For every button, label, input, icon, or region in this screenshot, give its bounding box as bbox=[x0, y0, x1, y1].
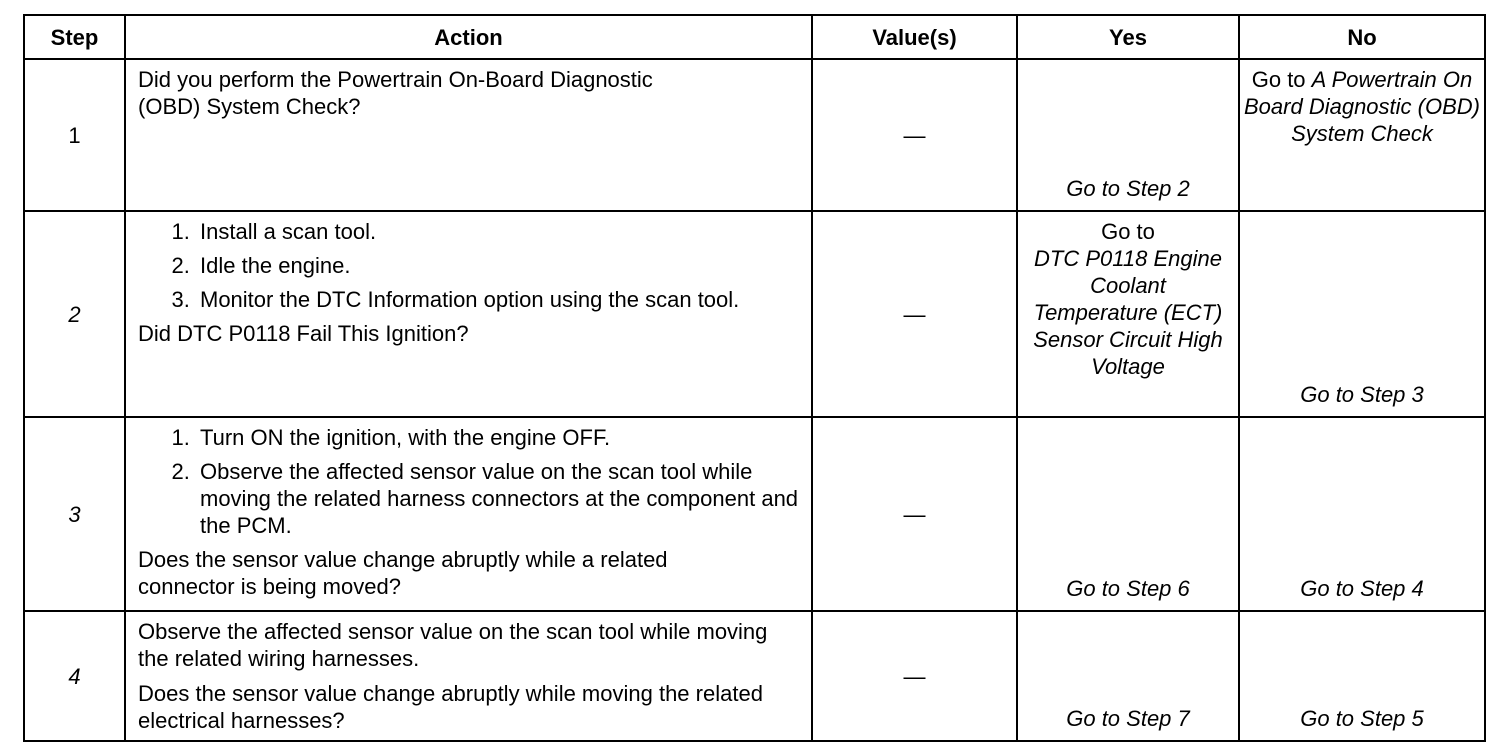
header-values: Value(s) bbox=[812, 15, 1017, 59]
yes-cell: Go to Step 6 bbox=[1017, 417, 1239, 611]
header-action: Action bbox=[125, 15, 812, 59]
yes-cell: Go to Step 7 bbox=[1017, 611, 1239, 741]
no-link-text: A Powertrain On Board Diagnostic (OBD) System Check bbox=[1244, 67, 1480, 146]
no-prefix: Go to bbox=[1251, 67, 1312, 92]
no-cell: Go to Step 3 bbox=[1239, 211, 1485, 417]
header-no: No bbox=[1239, 15, 1485, 59]
list-item: 2. Observe the affected sensor value on the scan tool while moving the related harness connectors at the component and the PCM. bbox=[196, 458, 816, 539]
header-yes: Yes bbox=[1017, 15, 1239, 59]
table-row bbox=[24, 611, 1485, 741]
action-cell bbox=[125, 611, 812, 741]
action-text: Observe the affected sensor value on the scan tool while moving the related wiring harnesses. bbox=[138, 619, 768, 671]
header-row bbox=[24, 15, 1485, 59]
action-steps-list bbox=[138, 218, 756, 313]
value-cell: — bbox=[812, 59, 1017, 211]
list-item: 2. Idle the engine. bbox=[196, 252, 756, 279]
action-question: Does the sensor value change abruptly while moving the related electrical harnesses? bbox=[138, 681, 763, 733]
step-number: 1 bbox=[24, 59, 125, 211]
list-item: 1. Turn ON the ignition, with the engine OFF. bbox=[196, 424, 816, 451]
yes-cell bbox=[1017, 211, 1239, 417]
action-cell bbox=[125, 211, 812, 417]
diagnostic-table bbox=[23, 14, 1486, 742]
yes-prefix: Go to bbox=[1101, 219, 1155, 244]
table-row bbox=[24, 417, 1485, 611]
no-cell: Go to Step 5 bbox=[1239, 611, 1485, 741]
step-number: 4 bbox=[24, 611, 125, 741]
value-cell: — bbox=[812, 417, 1017, 611]
action-cell bbox=[125, 417, 812, 611]
step-number: 3 bbox=[24, 417, 125, 611]
value-cell: — bbox=[812, 211, 1017, 417]
table-row bbox=[24, 211, 1485, 417]
action-question: Did DTC P0118 Fail This Ignition? bbox=[138, 321, 469, 346]
action-cell bbox=[125, 59, 812, 211]
list-item: 3. Monitor the DTC Information option using the scan tool. bbox=[196, 286, 756, 313]
yes-link-text: DTC P0118 Engine Coolant Temperature (ECT) Sensor Circuit High Voltage bbox=[1033, 246, 1223, 379]
yes-cell: Go to Step 2 bbox=[1017, 59, 1239, 211]
action-question: Does the sensor value change abruptly while a related connector is being moved? bbox=[138, 547, 668, 599]
action-text: Did you perform the Powertrain On-Board Diagnostic (OBD) System Check? bbox=[138, 67, 653, 119]
table-row bbox=[24, 59, 1485, 211]
action-steps-list bbox=[138, 424, 816, 539]
no-cell bbox=[1239, 59, 1485, 211]
step-number: 2 bbox=[24, 211, 125, 417]
header-step: Step bbox=[24, 15, 125, 59]
value-cell: — bbox=[812, 611, 1017, 741]
list-item: 1. Install a scan tool. bbox=[196, 218, 756, 245]
no-cell: Go to Step 4 bbox=[1239, 417, 1485, 611]
